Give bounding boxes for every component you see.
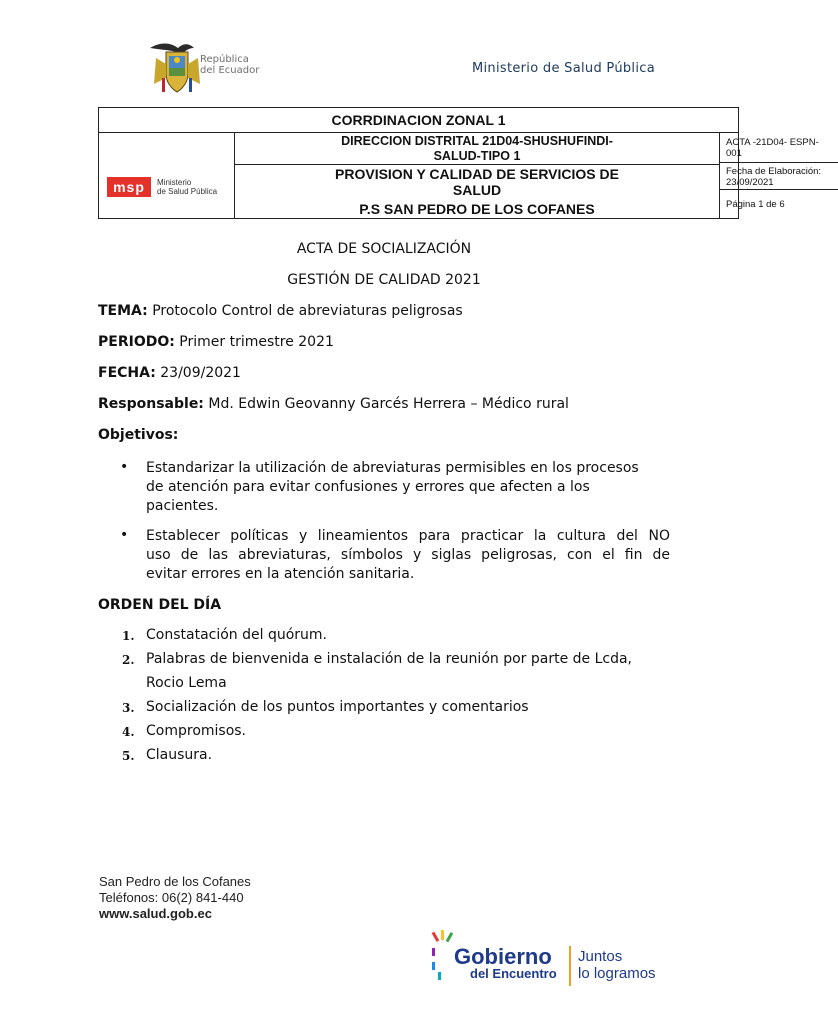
footer-phone: Teléfonos: 06(2) 841-440 bbox=[99, 890, 244, 905]
fecha-value: 23/09/2021 bbox=[160, 365, 241, 381]
district-line1: DIRECCION DISTRITAL 21D04-SHUSHUFINDI- bbox=[341, 134, 613, 148]
agenda-number: 4. bbox=[122, 725, 135, 739]
msp-logo-letters: msp bbox=[113, 179, 145, 195]
logo-divider bbox=[569, 946, 571, 986]
juntos-line2: lo logramos bbox=[578, 965, 656, 982]
document-title: ACTA DE SOCIALIZACIÓN bbox=[296, 241, 472, 257]
coat-text bbox=[200, 54, 259, 76]
juntos-line1: Juntos bbox=[578, 948, 623, 965]
district-direction bbox=[235, 133, 719, 165]
objective-1-line2: de atención para evitar confusiones y errores que afecten a los bbox=[146, 479, 590, 495]
objective-2-line1: Establecer políticas y lineamientos para practicar la cultura del NO bbox=[146, 528, 670, 544]
responsable-field bbox=[98, 396, 569, 412]
agenda-number: 5. bbox=[122, 749, 135, 763]
footer-place: San Pedro de los Cofanes bbox=[99, 874, 251, 889]
agenda-item: Constatación del quórum. bbox=[146, 627, 328, 643]
footer-website: www.salud.gob.ec bbox=[99, 906, 212, 921]
provision-title bbox=[235, 166, 719, 198]
bullet-icon: • bbox=[120, 459, 129, 475]
agenda-number: 2. bbox=[122, 653, 135, 667]
periodo-value: Primer trimestre 2021 bbox=[179, 334, 334, 350]
msp-logo-label bbox=[157, 178, 217, 196]
health-post-name: P.S SAN PEDRO DE LOS COFANES bbox=[359, 201, 595, 217]
responsable-label: Responsable: bbox=[98, 396, 204, 412]
ecuador-text: del Ecuador bbox=[200, 65, 260, 76]
periodo-field bbox=[98, 334, 334, 350]
agenda-item: Compromisos. bbox=[146, 723, 247, 739]
provision-line1: PROVISION Y CALIDAD DE SERVICIOS DE bbox=[335, 166, 619, 182]
agenda-item: Clausura. bbox=[146, 747, 213, 763]
tema-value: Protocolo Control de abreviaturas peligrosas bbox=[152, 303, 463, 319]
document-subtitle: GESTIÓN DE CALIDAD 2021 bbox=[287, 272, 481, 288]
ministry-header-title: Ministerio de Salud Pública bbox=[472, 61, 655, 76]
orden-del-dia-heading: ORDEN DEL DÍA bbox=[98, 597, 222, 613]
bullet-icon: • bbox=[120, 527, 129, 543]
agenda-item: Palabras de bienvenida e instalación de la reunión por parte de Lcda, bbox=[146, 651, 633, 667]
header-right-column bbox=[720, 133, 838, 219]
elaboration-date-value: 23/09/2021 bbox=[726, 177, 774, 188]
elaboration-date-label: Fecha de Elaboración: bbox=[726, 166, 822, 177]
gobierno-logo-subtitle: del Encuentro bbox=[470, 966, 557, 981]
juntos-slogan bbox=[578, 948, 656, 982]
tema-label: TEMA: bbox=[98, 303, 148, 319]
agenda-item-continuation: Rocio Lema bbox=[146, 675, 227, 691]
agenda-number: 3. bbox=[122, 701, 135, 715]
msp-label-line1: Ministerio bbox=[157, 178, 192, 187]
code-line1: ACTA -21D04- ESPN- bbox=[726, 137, 819, 148]
msp-label-line2: de Salud Pública bbox=[157, 187, 218, 196]
page-number: Página 1 de 6 bbox=[726, 199, 785, 210]
document-header-table bbox=[98, 107, 822, 219]
district-line2: SALUD-TIPO 1 bbox=[433, 149, 521, 163]
gobierno-logo-rays-icon bbox=[430, 928, 454, 982]
agenda-number: 1. bbox=[122, 629, 135, 643]
elaboration-date bbox=[720, 163, 838, 190]
provision-line2: SALUD bbox=[452, 182, 502, 198]
objective-2-line3: evitar errores en la atención sanitaria. bbox=[146, 566, 415, 582]
objective-2 bbox=[146, 527, 670, 584]
republica-text: República bbox=[200, 54, 249, 65]
objetivos-heading: Objetivos: bbox=[98, 427, 179, 443]
fecha-field bbox=[98, 365, 241, 381]
header-middle-cell bbox=[235, 133, 720, 219]
document-code bbox=[720, 133, 838, 163]
objective-1 bbox=[146, 459, 670, 516]
objective-1-line3: pacientes. bbox=[146, 498, 219, 514]
periodo-label: PERIODO: bbox=[98, 334, 175, 350]
coordination-title: CORRDINACION ZONAL 1 bbox=[99, 108, 738, 133]
objective-2-line2: uso de las abreviaturas, símbolos y siglas peligrosas, con el fin de bbox=[146, 547, 670, 563]
code-line2: 001 bbox=[726, 148, 742, 159]
msp-logo-cell bbox=[99, 133, 235, 219]
objective-1-line1: Estandarizar la utilización de abreviaturas permisibles en los procesos bbox=[146, 460, 639, 476]
agenda-item: Socialización de los puntos importantes y comentarios bbox=[146, 699, 529, 715]
responsable-value: Md. Edwin Geovanny Garcés Herrera – Médico rural bbox=[208, 396, 569, 412]
fecha-label: FECHA: bbox=[98, 365, 156, 381]
gobierno-logo-name: Gobierno bbox=[454, 944, 552, 969]
tema-field bbox=[98, 303, 463, 319]
